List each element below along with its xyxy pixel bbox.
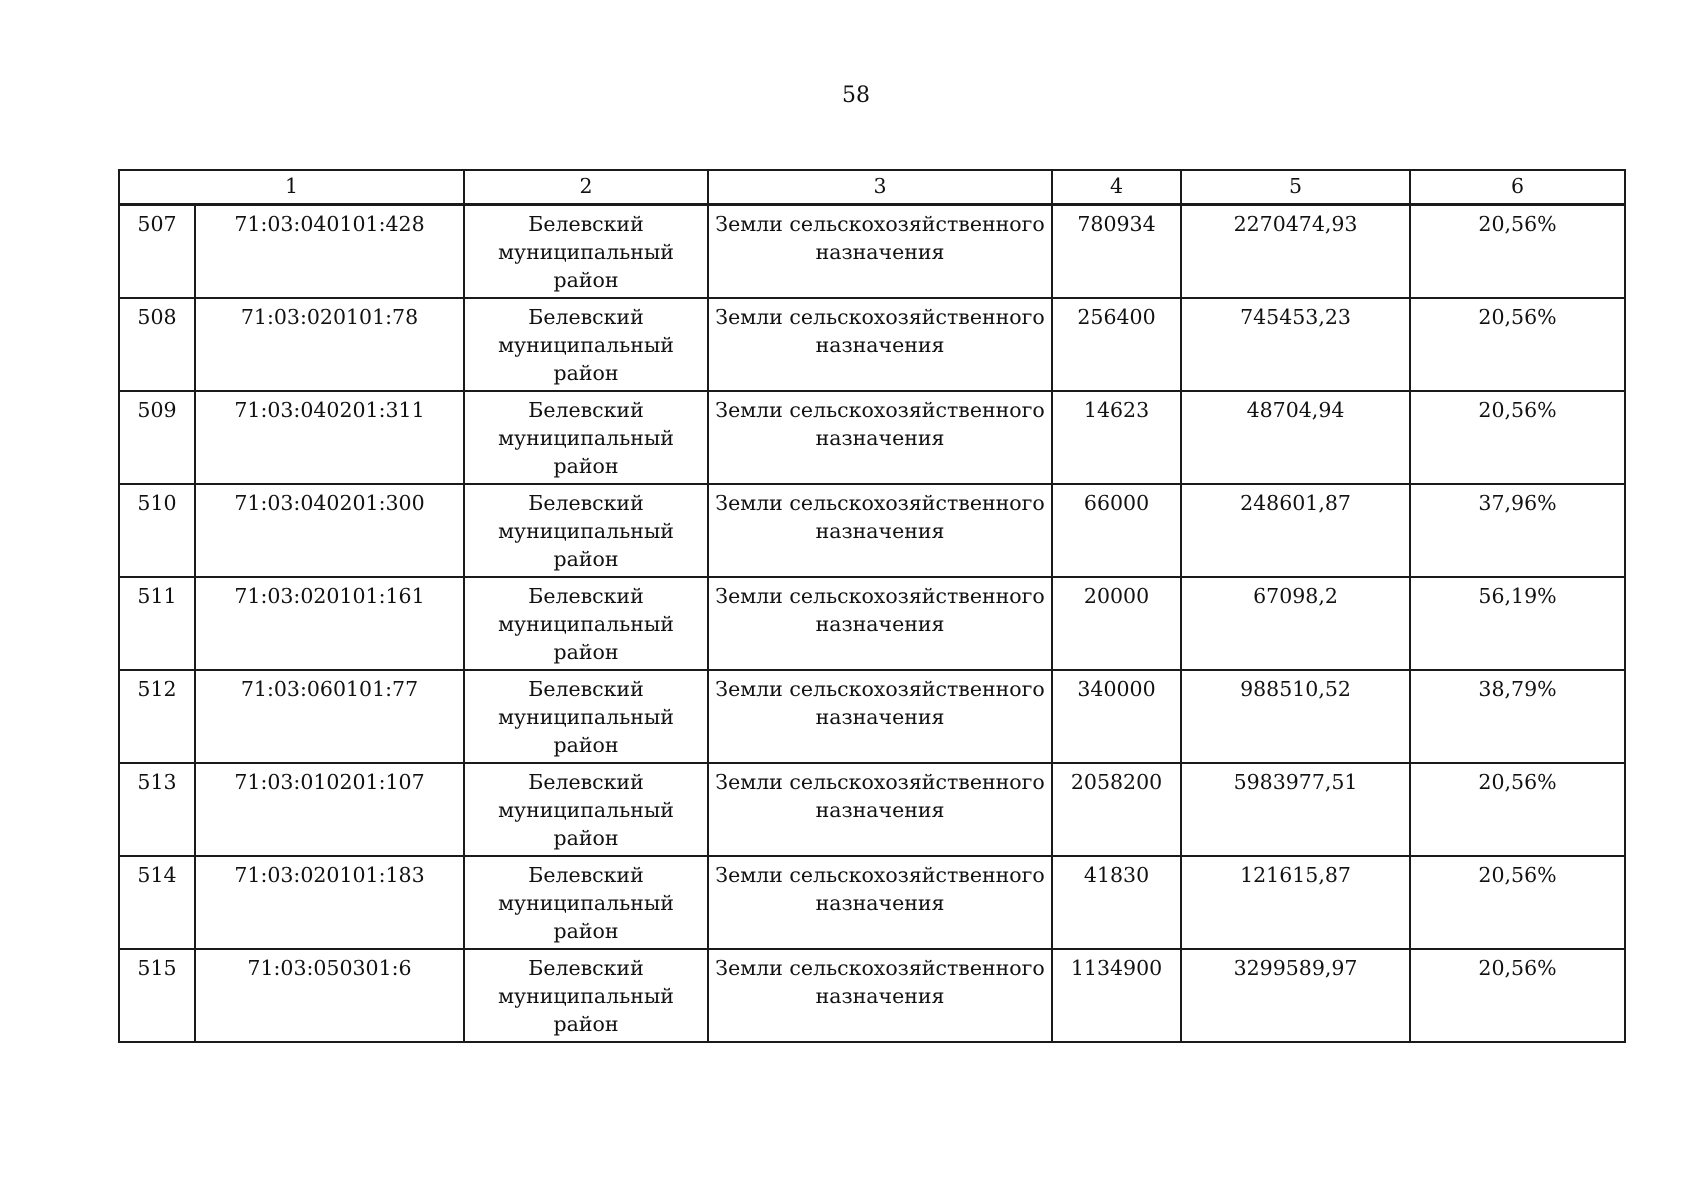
district-cell-line: Белевский bbox=[528, 212, 644, 236]
table-row bbox=[119, 949, 1625, 1042]
cadastral-number-cell: 71:03:050301:6 bbox=[195, 949, 464, 1042]
district-cell-line: Белевский bbox=[528, 490, 644, 515]
district-cell-line: район bbox=[553, 639, 619, 664]
land-category-cell-line: назначения bbox=[815, 518, 945, 543]
page-number: 58 bbox=[842, 83, 870, 108]
rate-cell: 20,56% bbox=[1410, 298, 1625, 391]
land-category-cell-line: Земли сельскохозяйственного bbox=[715, 583, 1045, 608]
land-category-cell-line: назначения bbox=[815, 983, 945, 1008]
cadastral-value-cell: 3299589,97 bbox=[1181, 949, 1410, 1042]
table-row bbox=[119, 391, 1625, 484]
land-category-cell-line: назначения bbox=[815, 240, 945, 264]
rate-cell: 20,56% bbox=[1410, 763, 1625, 856]
area-cell: 2058200 bbox=[1052, 763, 1181, 856]
row-number-cell: 509 bbox=[119, 391, 195, 484]
district-cell-line: Белевский bbox=[528, 955, 644, 980]
land-registry-table bbox=[118, 169, 1626, 1043]
district-cell-line: муниципальный bbox=[498, 518, 674, 543]
district-cell-line: муниципальный bbox=[498, 332, 674, 357]
land-category-cell bbox=[708, 205, 1052, 298]
column-header-3: 3 bbox=[708, 170, 1052, 205]
district-cell bbox=[464, 670, 708, 763]
land-category-cell bbox=[708, 763, 1052, 856]
land-category-cell-line: Земли сельскохозяйственного bbox=[715, 212, 1045, 236]
land-category-cell bbox=[708, 391, 1052, 484]
district-cell bbox=[464, 856, 708, 949]
district-cell bbox=[464, 763, 708, 856]
district-cell-line: район bbox=[553, 268, 619, 292]
land-category-cell bbox=[708, 670, 1052, 763]
district-cell-line: Белевский bbox=[528, 583, 644, 608]
area-cell: 41830 bbox=[1052, 856, 1181, 949]
district-cell-line: муниципальный bbox=[498, 240, 674, 264]
column-header-5: 5 bbox=[1181, 170, 1410, 205]
land-category-cell-line: назначения bbox=[815, 704, 945, 729]
cadastral-number-cell: 71:03:020101:78 bbox=[195, 298, 464, 391]
column-header-1: 1 bbox=[119, 170, 464, 205]
table-row bbox=[119, 577, 1625, 670]
district-cell-line: Белевский bbox=[528, 304, 644, 329]
district-cell-line: район bbox=[553, 546, 619, 571]
land-category-cell bbox=[708, 856, 1052, 949]
district-cell-line: Белевский bbox=[528, 397, 644, 422]
area-cell: 14623 bbox=[1052, 391, 1181, 484]
district-cell-line: муниципальный bbox=[498, 890, 674, 915]
rate-cell: 20,56% bbox=[1410, 949, 1625, 1042]
district-cell-line: муниципальный bbox=[498, 797, 674, 822]
district-cell bbox=[464, 391, 708, 484]
district-cell bbox=[464, 484, 708, 577]
land-category-cell-line: назначения bbox=[815, 797, 945, 822]
district-cell-line: район bbox=[553, 732, 619, 757]
district-cell-line: муниципальный bbox=[498, 611, 674, 636]
cadastral-number-cell: 71:03:020101:161 bbox=[195, 577, 464, 670]
area-cell: 256400 bbox=[1052, 298, 1181, 391]
land-category-cell-line: назначения bbox=[815, 425, 945, 450]
land-category-cell-line: Земли сельскохозяйственного bbox=[715, 955, 1045, 980]
district-cell bbox=[464, 577, 708, 670]
district-cell-line: район bbox=[553, 918, 619, 943]
land-category-cell-line: Земли сельскохозяйственного bbox=[715, 397, 1045, 422]
column-header-6: 6 bbox=[1410, 170, 1625, 205]
district-cell-line: муниципальный bbox=[498, 425, 674, 450]
table-row bbox=[119, 484, 1625, 577]
district-cell-line: район bbox=[553, 825, 619, 850]
row-number-cell: 507 bbox=[119, 205, 195, 298]
rate-cell: 56,19% bbox=[1410, 577, 1625, 670]
land-category-cell bbox=[708, 949, 1052, 1042]
district-cell-line: район bbox=[553, 453, 619, 478]
cadastral-value-cell: 2270474,93 bbox=[1181, 205, 1410, 298]
table-row bbox=[119, 298, 1625, 391]
land-category-cell-line: Земли сельскохозяйственного bbox=[715, 769, 1045, 794]
cadastral-number-cell: 71:03:040201:311 bbox=[195, 391, 464, 484]
column-header-4: 4 bbox=[1052, 170, 1181, 205]
cadastral-value-cell: 67098,2 bbox=[1181, 577, 1410, 670]
row-number-cell: 512 bbox=[119, 670, 195, 763]
district-cell bbox=[464, 298, 708, 391]
cadastral-number-cell: 71:03:040101:428 bbox=[195, 205, 464, 298]
land-category-cell-line: назначения bbox=[815, 332, 945, 357]
cadastral-number-cell: 71:03:010201:107 bbox=[195, 763, 464, 856]
district-cell bbox=[464, 949, 708, 1042]
header-row bbox=[119, 170, 1625, 205]
row-number-cell: 511 bbox=[119, 577, 195, 670]
rate-cell: 20,56% bbox=[1410, 856, 1625, 949]
district-cell-line: район bbox=[553, 360, 619, 385]
table-row bbox=[119, 205, 1625, 298]
table-row bbox=[119, 856, 1625, 949]
cadastral-value-cell: 5983977,51 bbox=[1181, 763, 1410, 856]
district-cell-line: муниципальный bbox=[498, 983, 674, 1008]
rate-cell: 38,79% bbox=[1410, 670, 1625, 763]
land-category-cell bbox=[708, 577, 1052, 670]
column-header-2: 2 bbox=[464, 170, 708, 205]
table-row bbox=[119, 763, 1625, 856]
cadastral-value-cell: 48704,94 bbox=[1181, 391, 1410, 484]
land-category-cell-line: Земли сельскохозяйственного bbox=[715, 862, 1045, 887]
land-category-cell-line: Земли сельскохозяйственного bbox=[715, 490, 1045, 515]
land-category-cell bbox=[708, 298, 1052, 391]
row-number-cell: 513 bbox=[119, 763, 195, 856]
district-cell-line: Белевский bbox=[528, 862, 644, 887]
district-cell-line: Белевский bbox=[528, 676, 644, 701]
land-category-cell-line: назначения bbox=[815, 611, 945, 636]
area-cell: 780934 bbox=[1052, 205, 1181, 298]
cadastral-value-cell: 988510,52 bbox=[1181, 670, 1410, 763]
area-cell: 1134900 bbox=[1052, 949, 1181, 1042]
table-row bbox=[119, 670, 1625, 763]
cadastral-value-cell: 121615,87 bbox=[1181, 856, 1410, 949]
land-category-cell-line: Земли сельскохозяйственного bbox=[715, 676, 1045, 701]
land-category-cell-line: Земли сельскохозяйственного bbox=[715, 304, 1045, 329]
land-category-cell bbox=[708, 484, 1052, 577]
cadastral-number-cell: 71:03:040201:300 bbox=[195, 484, 464, 577]
cadastral-number-cell: 71:03:020101:183 bbox=[195, 856, 464, 949]
cadastral-number-cell: 71:03:060101:77 bbox=[195, 670, 464, 763]
district-cell-line: район bbox=[553, 1011, 619, 1036]
rate-cell: 20,56% bbox=[1410, 205, 1625, 298]
district-cell-line: Белевский bbox=[528, 769, 644, 794]
area-cell: 340000 bbox=[1052, 670, 1181, 763]
cadastral-value-cell: 248601,87 bbox=[1181, 484, 1410, 577]
rate-cell: 37,96% bbox=[1410, 484, 1625, 577]
rate-cell: 20,56% bbox=[1410, 391, 1625, 484]
area-cell: 20000 bbox=[1052, 577, 1181, 670]
district-cell bbox=[464, 205, 708, 298]
row-number-cell: 514 bbox=[119, 856, 195, 949]
cadastral-value-cell: 745453,23 bbox=[1181, 298, 1410, 391]
area-cell: 66000 bbox=[1052, 484, 1181, 577]
row-number-cell: 508 bbox=[119, 298, 195, 391]
district-cell-line: муниципальный bbox=[498, 704, 674, 729]
land-category-cell-line: назначения bbox=[815, 890, 945, 915]
table-body bbox=[119, 205, 1625, 1042]
row-number-cell: 510 bbox=[119, 484, 195, 577]
row-number-cell: 515 bbox=[119, 949, 195, 1042]
